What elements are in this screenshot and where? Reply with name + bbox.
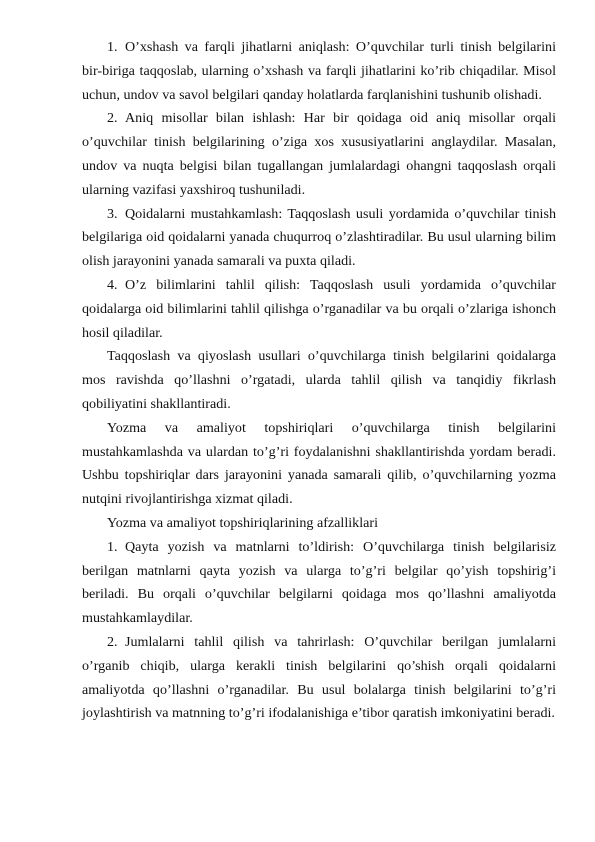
paragraph-1 <box>82 36 556 107</box>
paragraph-5 <box>82 345 556 416</box>
paragraph-4 <box>82 274 556 345</box>
paragraph-text: O’xshash va farqli jihatlarni aniqlash: O’quvchilar turli tinish belgilarini bir-biriga taqqoslab, ularning o’xshash va farqli jihatlarini ko’rib chiqadilar. Misol uchun, undov va savol belgilari qanday holatlarda farqlanishini tushunib olishadi. <box>82 39 556 103</box>
list-number: 4. <box>107 276 118 293</box>
paragraph-text: Qayta yozish va matnlarni to’ldirish: O’quvchilarga tinish belgilarisiz berilgan matnlarni qayta yozish va ularga to’g’ri belgilar qo’yish topshirig’i beriladi. Bu orqali o’quvchilar belgilarni qoidaga mos qo’llashni amaliyotda mustahkamlaydilar. <box>82 538 556 627</box>
paragraph-2 <box>82 107 556 202</box>
section-heading <box>82 512 556 536</box>
paragraph-text: Jumlalarni tahlil qilish va tahrirlash: O’quvchilar berilgan jumlalarni o’rganib chiqib, ularga kerakli tinish belgilarini qo’shish orqali qoidalarni amaliyotda qo’llashni o’rganadilar. Bu usul bolalarga tinish belgilarini to’g’ri joylashtirish va matnning to’g’ri ifodalanishiga e’tibor qaratish imkoniyatini beradi. <box>82 633 556 722</box>
paragraph-8 <box>82 536 556 631</box>
list-number: 3. <box>107 205 118 222</box>
list-number: 2. <box>107 110 118 127</box>
paragraph-3 <box>82 203 556 274</box>
paragraph-text: Qoidalarni mustahkamlash: Taqqoslash usuli yordamida o’quvchilar tinish belgilariga oid qoidalarni yanada chuqurroq o’zlashtiradilar. Bu usul ularning bilim olish jarayonini yanada samarali va puxta qiladi. <box>82 205 556 270</box>
paragraph-text: Yozma va amaliyot topshiriqlari o’quvchilarga tinish belgilarini mustahkamlashda va ulardan to’g’ri foydalanishni shakllantirishda yordam beradi. Ushbu topshiriqlar dars jarayonini yanada samarali qilib, o’quvchilarning yozma nutqini rivojlantirishga xizmat qiladi. <box>82 419 556 508</box>
heading-text: Yozma va amaliyot topshiriqlarining afzalliklari <box>107 514 378 531</box>
list-number: 1. <box>107 39 118 55</box>
list-number: 1. <box>107 538 118 555</box>
list-number: 2. <box>107 633 118 650</box>
document-page <box>82 36 556 726</box>
paragraph-text: Taqqoslash va qiyoslash usullari o’quvchilarga tinish belgilarini qoidalarga mos ravishda qo’llashni o’rgatadi, ularda tahlil qilish va tanqidiy fikrlash qobiliyatini shakllantiradi. <box>82 348 556 412</box>
paragraph-text: O’z bilimlarini tahlil qilish: Taqqoslash usuli yordamida o’quvchilar qoidalarga oid bilimlarini tahlil qilishga o’rganadilar va bu orqali o’zlariga ishonch hosil qiladilar. <box>82 276 556 341</box>
paragraph-text: Aniq misollar bilan ishlash: Har bir qoidaga oid aniq misollar orqali o’quvchilar tinish belgilarining o’ziga xos xususiyatlarini anglaydilar. Masalan, undov va nuqta belgisi bilan tugallangan jumlalardagi ohangni taqqoslash orqali ularning vazifasi yaxshiroq tushuniladi. <box>82 110 556 198</box>
paragraph-9 <box>82 631 556 726</box>
paragraph-6 <box>82 417 556 512</box>
